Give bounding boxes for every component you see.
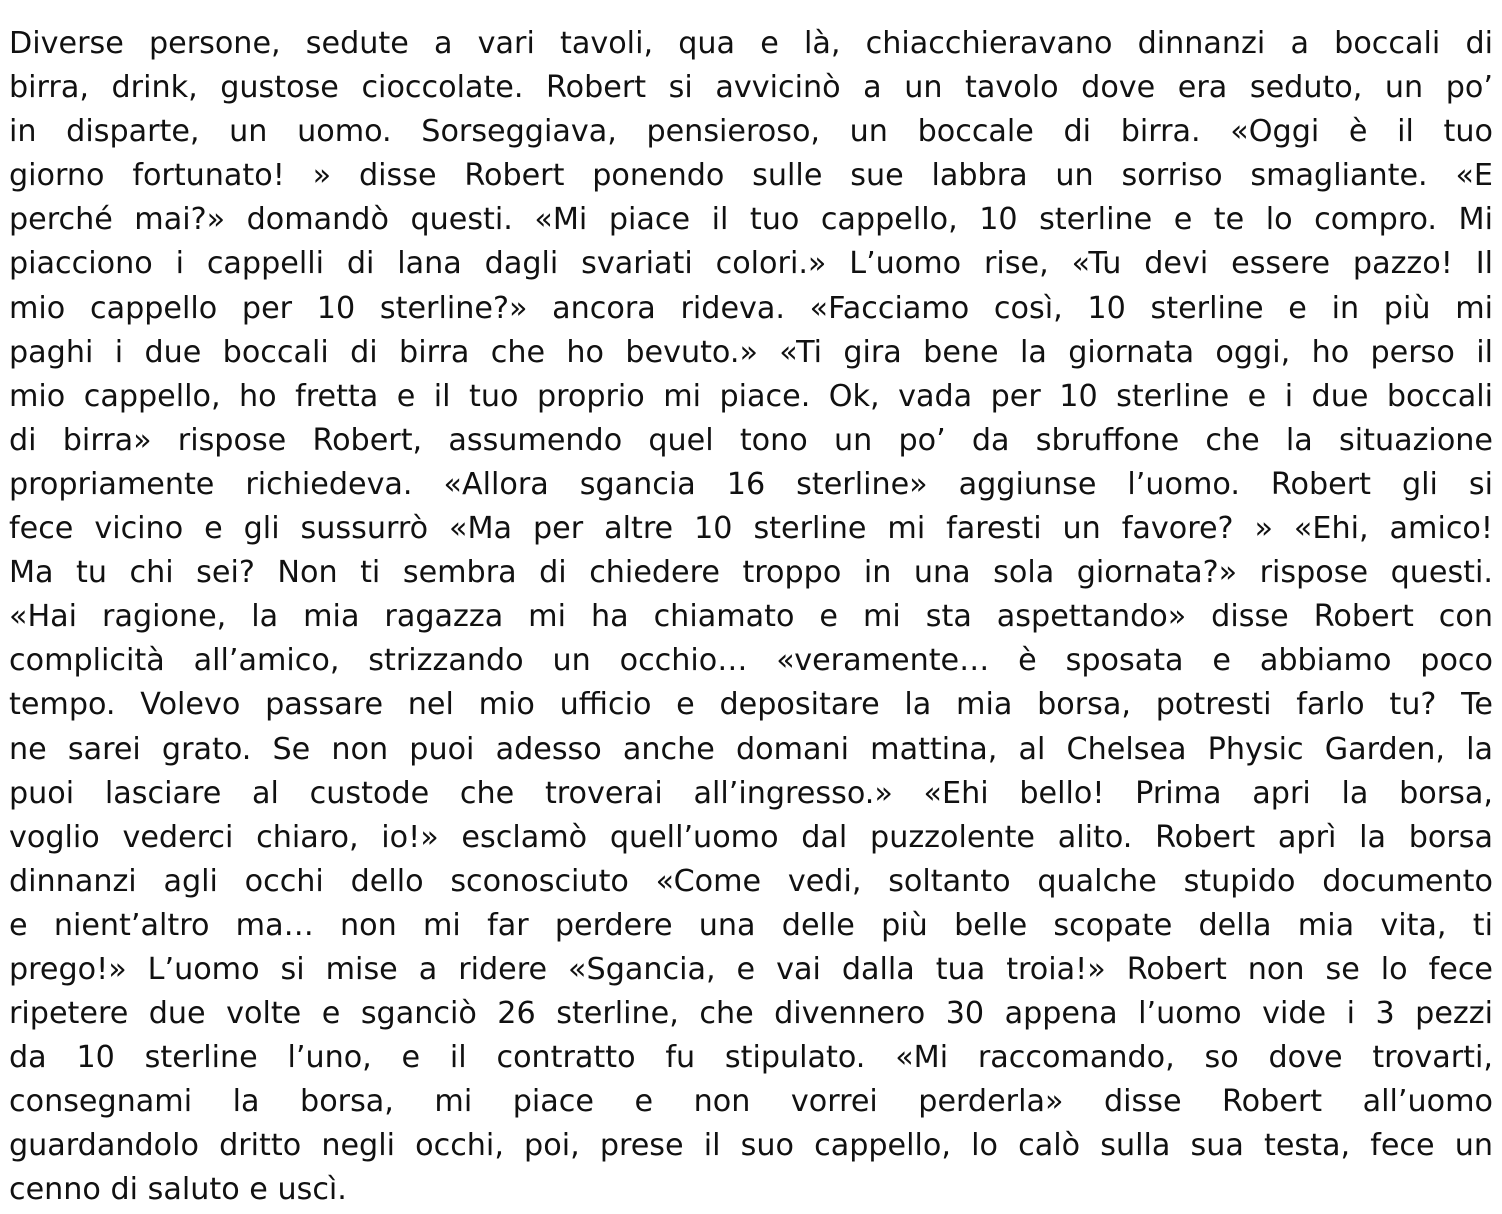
text-line: da 10 sterline l’uno, e il contratto fu stipulato. «Mi raccomando, so dove trovarti, [9,1040,1493,1076]
text-line: propriamente richiedeva. «Allora sgancia 16 sterline» aggiunse l’uomo. Robert gli si [9,466,1493,502]
text-line: tempo. Volevo passare nel mio ufficio e depositare la mia borsa, potresti farlo tu? Te [9,687,1493,723]
text-line: di birra» rispose Robert, assumendo quel tono un po’ da sbruffone che la situazione [9,422,1493,458]
text-line: perché mai?» domandò questi. «Mi piace il tuo cappello, 10 sterline e te lo compro. Mi [9,202,1493,238]
text-line: dinnanzi agli occhi dello sconosciuto «Come vedi, soltanto qualche stupido documento [9,863,1493,899]
text-line: ripetere due volte e sganciò 26 sterline, che divennero 30 appena l’uomo vide i 3 pezzi [9,996,1493,1032]
text-line: mio cappello per 10 sterline?» ancora rideva. «Facciamo così, 10 sterline e in più mi [9,290,1493,326]
text-line: complicità all’amico, strizzando un occhio… «veramente… è sposata e abbiamo poco [9,643,1493,679]
text-line: piacciono i cappelli di lana dagli svariati colori.» L’uomo rise, «Tu devi essere pazzo! Il [9,246,1493,282]
text-line-last: cenno di saluto e uscì. [9,1172,347,1208]
text-line: consegnami la borsa, mi piace e non vorrei perderla» disse Robert all’uomo [9,1084,1493,1120]
text-line: giorno fortunato! » disse Robert ponendo sulle sue labbra un sorriso smagliante. «E [9,158,1493,194]
text-line: paghi i due boccali di birra che ho bevuto.» «Ti gira bene la giornata oggi, ho perso il [9,334,1493,370]
text-line: prego!» L’uomo si mise a ridere «Sgancia, e vai dalla tua troia!» Robert non se lo fece [9,951,1493,987]
text-line: «Hai ragione, la mia ragazza mi ha chiamato e mi sta aspettando» disse Robert con [9,599,1493,635]
text-line: in disparte, un uomo. Sorseggiava, pensieroso, un boccale di birra. «Oggi è il tuo [9,114,1493,150]
text-line: fece vicino e gli sussurrò «Ma per altre 10 sterline mi faresti un favore? » «Ehi, amico! [9,511,1493,547]
text-line: Ma tu chi sei? Non ti sembra di chiedere troppo in una sola giornata?» rispose questi. [9,555,1493,591]
text-line: birra, drink, gustose cioccolate. Robert si avvicinò a un tavolo dove era seduto, un po’ [9,70,1493,106]
text-line: puoi lasciare al custode che troverai all’ingresso.» «Ehi bello! Prima apri la borsa, [9,775,1493,811]
text-line: e nient’altro ma… non mi far perdere una delle più belle scopate della mia vita, ti [9,907,1493,943]
text-line: voglio vederci chiaro, io!» esclamò quell’uomo dal puzzolente alito. Robert aprì la borsa [9,819,1493,855]
text-line: guardandolo dritto negli occhi, poi, prese il suo cappello, lo calò sulla sua testa, fece un [9,1128,1493,1164]
text-line: mio cappello, ho fretta e il tuo proprio mi piace. Ok, vada per 10 sterline e i due boccali [9,378,1493,414]
text-line: Diverse persone, sedute a vari tavoli, qua e là, chiacchieravano dinnanzi a boccali di [9,26,1493,61]
document-body [9,22,1493,1213]
text-line: ne sarei grato. Se non puoi adesso anche domani mattina, al Chelsea Physic Garden, la [9,731,1493,767]
